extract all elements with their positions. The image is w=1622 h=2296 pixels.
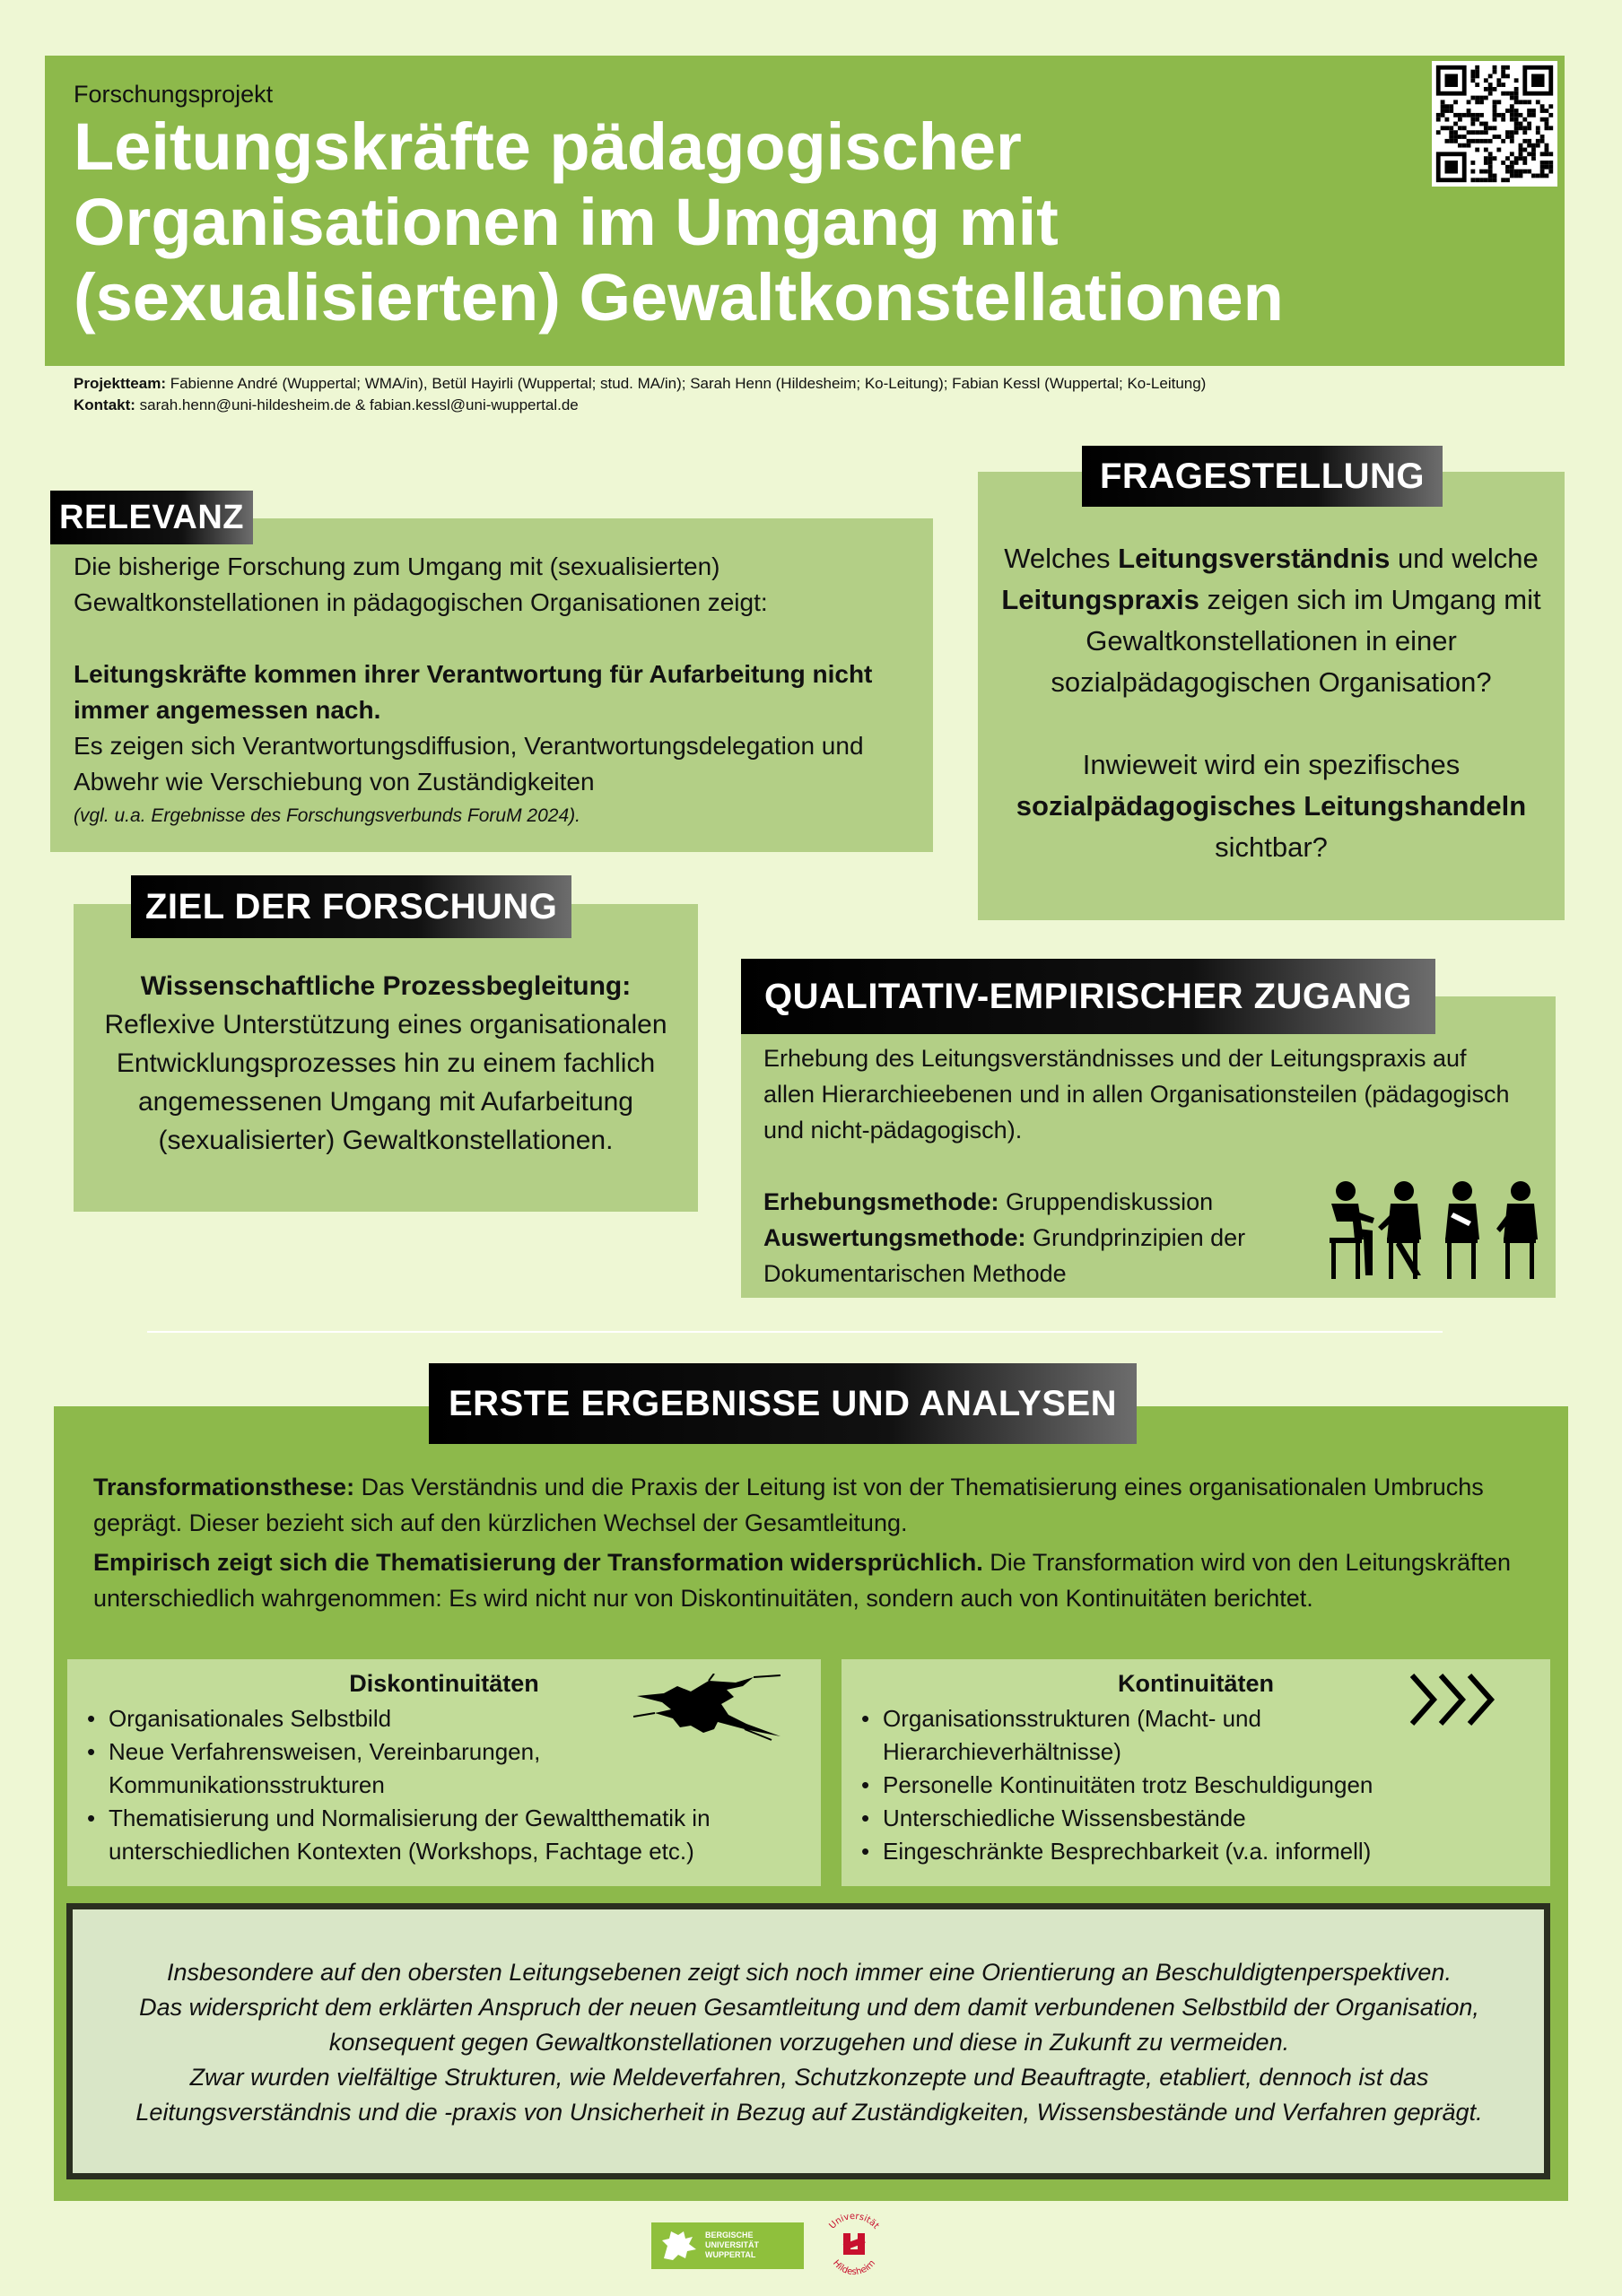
relevanz-text (74, 549, 926, 832)
question-2 (980, 744, 1563, 868)
svg-text:Universität (827, 2212, 880, 2231)
method-2-label: Auswertungsmethode: (763, 1224, 1026, 1251)
summary-text (85, 1955, 1533, 2130)
contact-line (74, 395, 1545, 416)
list-item: • Neue Verfahrensweisen, Vereinbarungen, Kommunikationsstrukturen (109, 1735, 611, 1802)
team-text: Fabienne André (Wuppertal; WMA/in), Betül Hayirli (Wuppertal; stud. MA/in); Sarah Henn (Hildesheim; Ko-Leitung); Fabian Kessl (Wuppertal; Ko-Leitung) (165, 375, 1207, 392)
logo-line: WUPPERTAL (705, 2250, 756, 2259)
fragestellung-heading: FRAGESTELLUNG (1082, 446, 1443, 507)
wuppertal-logo[interactable] (651, 2222, 804, 2269)
fragestellung-text (980, 538, 1563, 868)
kontinuitaeten-list (842, 1702, 1373, 1868)
summary-line-1: Insbesondere auf den obersten Leitungsebenen zeigt sich noch immer eine Orientierung an Beschuldigtenperspektiven. (167, 1959, 1452, 1986)
title-line-3: (sexualisierten) Gewaltkonstellationen (74, 260, 1284, 335)
team-info (74, 373, 1545, 416)
q1-part: zeigen sich im Umgang mit Gewaltkonstellationen in einer sozialpädagogischen Organisation? (1051, 584, 1541, 698)
title-line-2: Organisationen im Umgang mit (74, 185, 1059, 259)
hildesheim-emblem-icon (843, 2233, 866, 2255)
title-line-1: Leitungskräfte pädagogischer (74, 109, 1022, 184)
logo-line: UNIVERSITÄT (705, 2240, 760, 2249)
header-banner (45, 56, 1565, 366)
logo-line: BERGISCHE (705, 2231, 754, 2239)
ziel-body: Reflexive Unterstützung eines organisationalen Entwicklungsprozesses hin zu einem fachlich angemessenen Umgang mit Aufarbeitung (sexualisierter) Gewaltkonstellationen. (104, 1010, 667, 1155)
results-text (93, 1469, 1529, 1616)
summary-line-3: Zwar wurden vielfältige Strukturen, wie Meldeverfahren, Schutzkonzepte und Beauftragte, etabliert, dennoch ist das Leitungsverständnis und die -praxis von Unsicherheit in Bezug auf Zuständigkeiten, Wissensbestände und Verfahren geprägt. (135, 2064, 1483, 2126)
relevanz-bold: Leitungskräfte kommen ihrer Verantwortung für Aufarbeitung nicht immer angemessen nach. (74, 660, 873, 724)
svg-text:Hildesheim (831, 2258, 877, 2277)
relevanz-body: Es zeigen sich Verantwortungsdiffusion, Verantwortungsdelegation und Abwehr wie Verschiebung von Zuständigkeiten (74, 732, 864, 796)
poster-title (74, 109, 1455, 335)
p1-label: Transformationsthese: (93, 1474, 355, 1500)
q1-part: Welches (1004, 543, 1119, 574)
team-line (74, 373, 1545, 395)
section-divider (147, 1331, 1443, 1333)
diskontinuitaeten-title: Diskontinuitäten (349, 1670, 539, 1697)
spacer (74, 621, 926, 657)
kicker: Forschungsprojekt (74, 81, 274, 108)
list-item: • Personelle Kontinuitäten trotz Beschuldigungen (883, 1769, 1373, 1802)
results-p2 (93, 1544, 1529, 1616)
q1-bold-1: Leitungsverständnis (1118, 543, 1391, 574)
method-1-label: Erhebungsmethode: (763, 1188, 999, 1215)
list-item: • Unterschiedliche Wissensbestände (883, 1802, 1373, 1835)
relevanz-note: (vgl. u.a. Ergebnisse des Forschungsverbunds ForuM 2024). (74, 805, 580, 826)
qr-code-icon[interactable] (1432, 61, 1557, 187)
ziel-bold: Wissenschaftliche Prozessbegleitung: (140, 971, 632, 1001)
question-1 (980, 538, 1563, 703)
wuppertal-logo-text (705, 2231, 759, 2260)
q2-part: sichtbar? (1215, 831, 1328, 863)
method-1-text: Gruppendiskussion (998, 1188, 1214, 1215)
p1-text: Das Verständnis und die Praxis der Leitung ist von der Thematisierung eines organisationalen Umbruchs geprägt. Dieser bezieht sich auf den kürzlichen Wechsel der Gesamtleitung. (93, 1474, 1484, 1536)
ziel-heading: ZIEL DER FORSCHUNG (131, 875, 571, 938)
relevanz-intro: Die bisherige Forschung zum Umgang mit (sexualisierten) Gewaltkonstellationen in pädagogischen Organisationen zeigt: (74, 552, 768, 616)
method-2 (763, 1220, 1284, 1292)
zugang-intro: Erhebung des Leitungsverständnisses und der Leitungspraxis auf allen Hierarchieebenen und in allen Organisationsteilen (pädagogisch und nicht-pädagogisch). (763, 1045, 1510, 1144)
team-label: Projektteam: (74, 375, 166, 392)
relevanz-heading: RELEVANZ (50, 491, 253, 544)
method-2-text: Grundprinzipien der Dokumentarischen Methode (763, 1224, 1246, 1287)
spacer (980, 703, 1563, 744)
contact-text: sarah.henn@uni-hildesheim.de & fabian.kessl@uni-wuppertal.de (135, 396, 579, 413)
zugang-heading: QUALITATIV-EMPIRISCHER ZUGANG (741, 959, 1435, 1034)
contact-label: Kontakt: (74, 396, 135, 413)
q2-bold: sozialpädagogisches Leitungshandeln (1016, 790, 1527, 822)
results-heading: ERSTE ERGEBNISSE UND ANALYSEN (429, 1363, 1137, 1444)
list-item: • Organisationsstrukturen (Macht- und Hierarchieverhältnisse) (883, 1702, 1304, 1769)
list-item: • Organisationales Selbstbild (109, 1702, 790, 1735)
q2-part: Inwieweit wird ein spezifisches (1082, 749, 1461, 780)
hildesheim-top-text: Universität (827, 2211, 881, 2231)
hildesheim-logo[interactable] (818, 2206, 890, 2282)
summary-line-2: Das widerspricht dem erklärten Anspruch der neuen Gesamtleitung und dem damit verbundenen Selbstbild der Organisation, konsequent gegen Gewaltkonstellationen vorzugehen und diese in Zukunft zu vermeiden. (139, 1994, 1479, 2056)
ziel-text (83, 967, 689, 1160)
hildesheim-bottom-text: Hildesheim (830, 2257, 878, 2278)
chevrons-right-icon (1407, 1670, 1505, 1729)
p2-text: Die Transformation wird von den Leitungskräften unterschiedlich wahrgenommen: Es wird nicht nur von Diskontinuitäten, sondern auch von Kontinuitäten berichtet. (93, 1549, 1512, 1612)
list-item: • Thematisierung und Normalisierung der Gewaltthematik in unterschiedlichen Kontexten (Workshops, Fachtage etc.) (109, 1802, 790, 1868)
q1-part: und welche (1390, 543, 1539, 574)
p2-label: Empirisch zeigt sich die Thematisierung der Transformation widersprüchlich. (93, 1549, 983, 1576)
q1-bold-2: Leitungspraxis (1001, 584, 1199, 615)
lion-icon (658, 2228, 700, 2264)
kontinuitaeten-title: Kontinuitäten (1118, 1670, 1274, 1697)
list-item: • Eingeschränkte Besprechbarkeit (v.a. informell) (883, 1835, 1373, 1868)
results-p1 (93, 1469, 1529, 1541)
group-discussion-icon (1319, 1175, 1552, 1292)
crack-icon (628, 1674, 789, 1745)
